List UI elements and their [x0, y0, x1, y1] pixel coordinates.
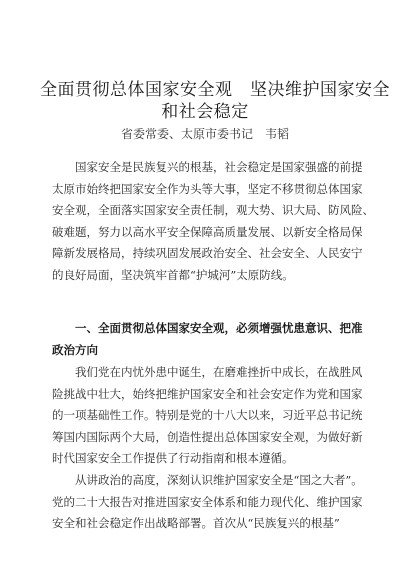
paragraph-line: 险挑战中壮大，始终把维护国家安全和社会安定作为党和国家	[52, 386, 363, 401]
paragraph-line: 障新发展格局，持续巩固发展政治安全、社会安全、人民安宁	[52, 246, 363, 260]
paragraph-line: 从讲政治的高度，深刻认识维护国家安全是“国之大者”。	[75, 473, 363, 487]
paragraph-line: 太原市始终把国家安全作为头等大事，坚定不移贯彻总体国家	[52, 181, 363, 196]
paragraph-line: 国家安全是民族复兴的根基，社会稳定是国家强盛的前提	[75, 160, 363, 174]
paragraph-line: 安全和社会稳定作出战略部署。首次从“民族复兴的根基”	[52, 516, 340, 530]
paragraph-politics	[52, 470, 374, 535]
paragraph-line: 党的二十大报告对推进国家安全体系和能力现代化、维护国家	[52, 494, 363, 509]
paragraph-line: 的一项基础性工作。特别是党的十八大以来，习近平总书记统	[52, 408, 363, 422]
paragraph-line: 破难题，努力以高水平安全保障高质量发展、以新安全格局保	[52, 224, 363, 239]
document-title-line-1: 全面贯彻总体国家安全观 坚决维护国家安全	[40, 80, 390, 100]
paragraph-history	[52, 362, 374, 470]
author-byline: 省委常委、太原市委书记 韦韬	[120, 127, 289, 141]
paragraph-line: 时代国家安全工作提供了行动指南和根本遵循。	[52, 451, 294, 465]
paragraph-line: 安全观，全面落实国家安全责任制，观大势、识大局、防风险、	[52, 203, 374, 217]
heading-line: 一、全面贯彻总体国家安全观，必须增强忧患意识、把准	[75, 321, 363, 335]
paragraph-intro	[52, 157, 374, 286]
document-title-line-2: 和社会稳定	[161, 102, 249, 122]
paragraph-line: 我们党在内忧外患中诞生，在磨难挫折中成长，在战胜风	[75, 365, 363, 379]
paragraph-line: 筹国内国际两个大局，创造性提出总体国家安全观，为做好新	[52, 429, 363, 444]
paragraph-line: 的良好局面，坚决筑牢首都“护城河”太原防线。	[52, 267, 294, 282]
heading-line: 政治方向	[52, 342, 98, 357]
section-heading-1	[52, 318, 374, 361]
